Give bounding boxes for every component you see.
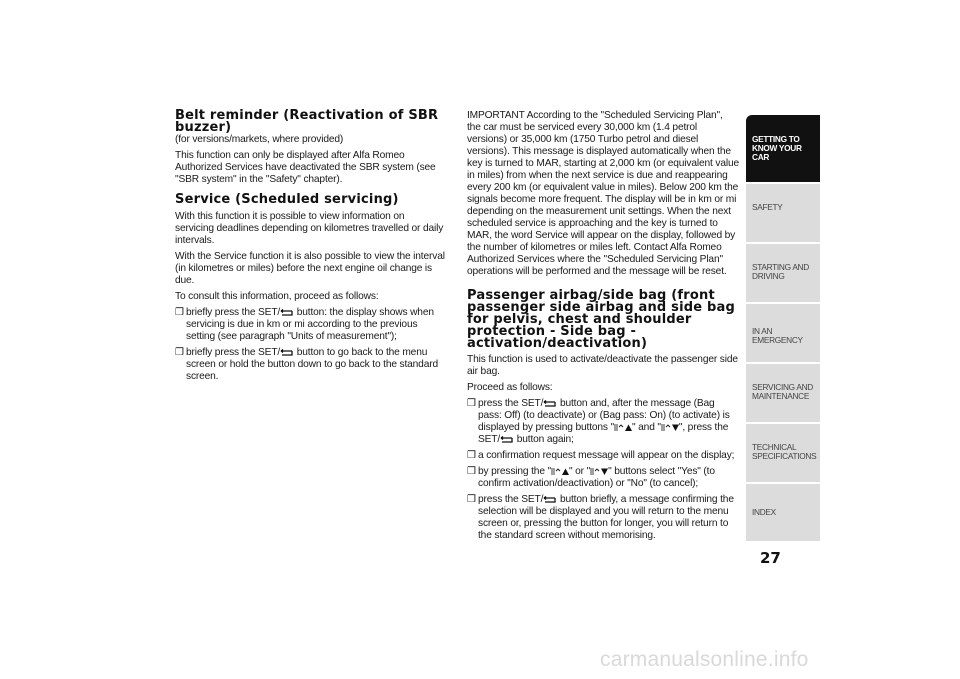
- down-triangle-icon: [661, 423, 679, 434]
- checkbox-bullet-icon: ❒: [467, 450, 476, 461]
- tab-safety[interactable]: [746, 184, 820, 244]
- heading-passenger-airbag: Passenger airbag/side bag (front passenger side airbag and side bag for pelvis, chest and shoulder protection - Side bag - activation/deactivation): [467, 288, 735, 351]
- checkbox-bullet-icon: ❒: [175, 307, 184, 318]
- tab-in-an-emergency[interactable]: [746, 304, 820, 364]
- important-paragraph: IMPORTANT According to the "Scheduled Servicing Plan", the car must be serviced every 30,000 km (1.4 petrol versions) or 35,000 km (1750 Turbo petrol and diesel versions). This message is displayed automatically when the key is turned to MAR, starting at 2,000 km (or equivalent value in miles) from when the next service is due and reappearing every 200 km (or equivalent value in miles). Below 200 km the signals become more frequent. The display will be in km or mi depending on the measurement unit settings. When the next scheduled service is approaching and the key is turned to MAR, the word Service will appear on the display, followed by the number of kilometres or miles left. Contact Alfa Romeo Authorized Services where the "Scheduled Servicing Plan" operations will be performed and the message will be reset.: [467, 110, 739, 277]
- tab-label: INDEX: [752, 507, 776, 517]
- belt-subtitle: (for versions/markets, where provided): [175, 134, 344, 145]
- airbag-steps-list: [467, 398, 739, 542]
- return-arrow-icon: [280, 349, 294, 359]
- return-arrow-icon: [280, 309, 294, 319]
- return-arrow-icon: [543, 400, 557, 410]
- belt-paragraph: This function can only be displayed after Alfa Romeo Authorized Services have deactivated the SBR system (see "SBR system" in the "Safety" chapter).: [175, 150, 436, 185]
- up-triangle-icon: [614, 423, 632, 434]
- down-triangle-icon: [590, 467, 608, 478]
- list-item: ❒ press the SET/ button and, after the message (Bag pass: Off) (to deactivate) or (Bag pass: On) (to activate) is displayed by pressing buttons " " and " ", press the SET/ button again;: [467, 398, 730, 445]
- heading-belt-reminder: Belt reminder (Reactivation of SBR buzzer): [175, 108, 439, 135]
- tab-getting-to-know-your-car[interactable]: [746, 115, 820, 184]
- tab-starting-and-driving[interactable]: [746, 244, 820, 304]
- checkbox-bullet-icon: ❒: [467, 398, 476, 409]
- right-column: [467, 110, 739, 546]
- airbag-paragraph-1: This function is used to activate/deactivate the passenger side air bag.: [467, 354, 738, 377]
- list-item: ❒ a confirmation request message will appear on the display;: [467, 450, 735, 461]
- return-arrow-icon: [543, 496, 557, 506]
- page-number: 27: [760, 549, 781, 567]
- tab-label: SAFETY: [752, 202, 783, 212]
- left-column: [175, 110, 445, 387]
- list-item: ❒ press the SET/ button briefly, a message confirming the selection will be displayed and you will return to the menu screen or, pressing the button for longer, you will return to the standard screen without memorising.: [467, 494, 734, 541]
- service-paragraph-1: With this function it is possible to view information on servicing deadlines depending on kilometres travelled or daily intervals.: [175, 211, 444, 246]
- tab-label: GETTING TO KNOW YOUR CAR: [752, 134, 802, 162]
- checkbox-bullet-icon: ❒: [175, 347, 184, 358]
- tab-label: SERVICING AND MAINTENANCE: [752, 382, 813, 401]
- tab-label: IN AN EMERGENCY: [752, 326, 803, 345]
- heading-service: Service (Scheduled servicing): [175, 192, 399, 207]
- tab-index[interactable]: [746, 484, 820, 543]
- checkbox-bullet-icon: ❒: [467, 494, 476, 505]
- list-item: ❒ by pressing the " " or " " buttons select "Yes" (to confirm activation/deactivation) or "No" (to cancel);: [467, 466, 715, 489]
- checkbox-bullet-icon: ❒: [467, 466, 476, 477]
- service-paragraph-2: With the Service function it is also possible to view the interval (in kilometres or miles) before the next engine oil change is due.: [175, 251, 445, 286]
- list-item: ❒ briefly press the SET/ button: the display shows when servicing is due in km or mi according to the previous setting (see paragraph "Units of measurement");: [175, 307, 434, 342]
- tab-servicing-and-maintenance[interactable]: [746, 364, 820, 424]
- tab-technical-specifications[interactable]: [746, 424, 820, 484]
- watermark: carmanualsonline.info: [600, 648, 809, 671]
- airbag-paragraph-2: Proceed as follows:: [467, 382, 553, 393]
- service-steps-list: [175, 307, 445, 383]
- service-paragraph-3: To consult this information, proceed as follows:: [175, 291, 379, 302]
- chapter-sidebar: [746, 115, 820, 543]
- tab-label: STARTING AND DRIVING: [752, 262, 809, 281]
- up-triangle-icon: [551, 467, 569, 478]
- tab-label: TECHNICAL SPECIFICATIONS: [752, 442, 817, 461]
- list-item: ❒ briefly press the SET/ button to go back to the menu screen or hold the button down to go back to the standard screen.: [175, 347, 438, 382]
- return-arrow-icon: [500, 436, 514, 446]
